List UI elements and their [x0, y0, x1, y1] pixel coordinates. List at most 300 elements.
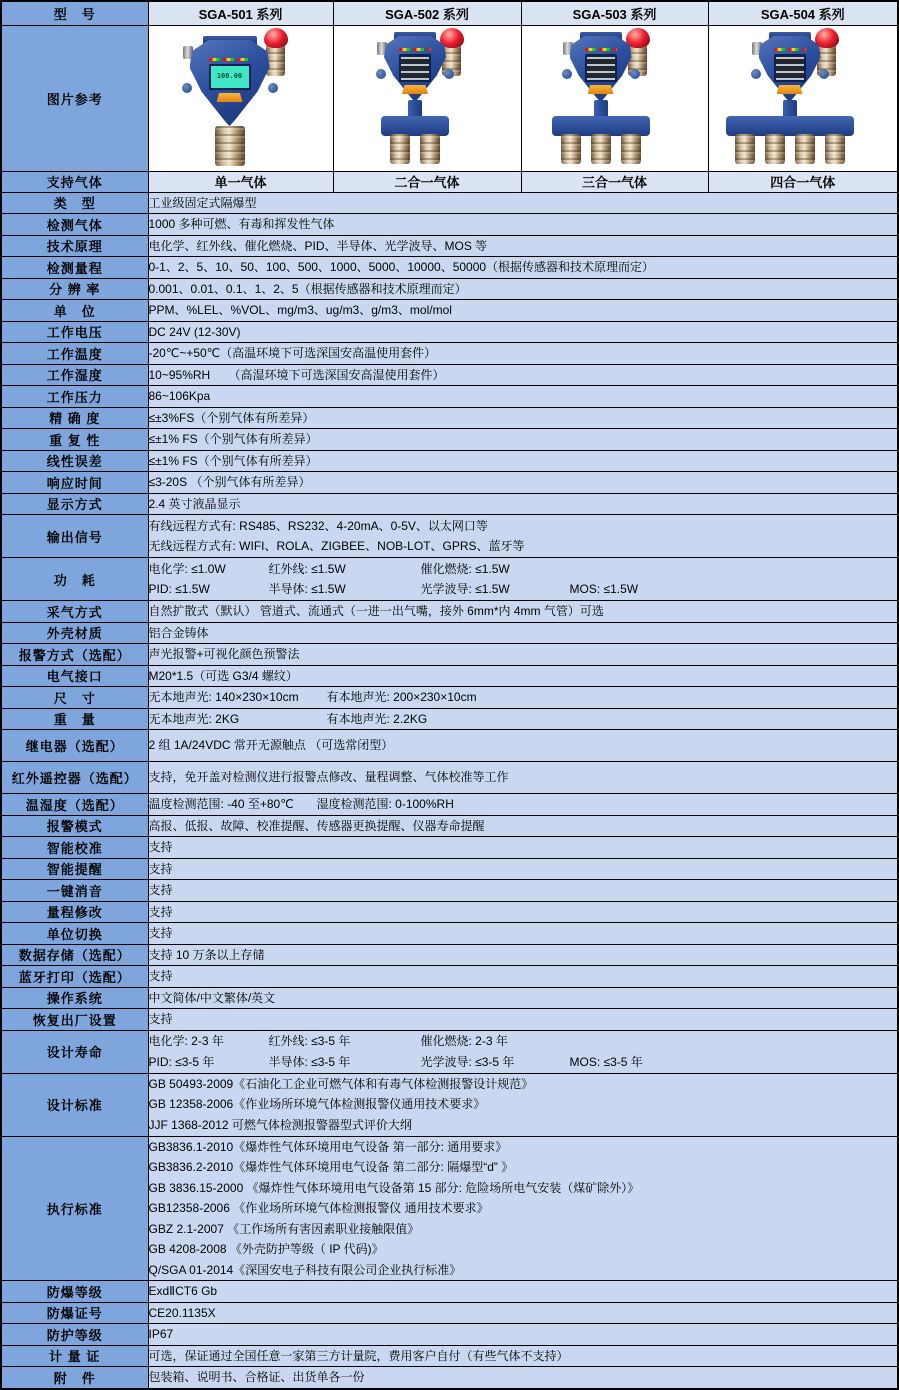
row-label: 报警方式（选配） — [1, 644, 148, 666]
value-segment: GB12358-2006 《作业场所环境气体检测报警仪 通用技术要求》 — [148, 1201, 489, 1215]
value-line — [149, 794, 898, 815]
sensor-probe — [825, 134, 845, 164]
value-segment: 电化学: 2-3 年 — [148, 1034, 224, 1048]
value-segment: 有本地声光: 2.2KG — [326, 711, 428, 726]
row-label: 技术原理 — [1, 235, 148, 257]
value-line — [149, 1219, 898, 1240]
row-value — [148, 386, 898, 408]
value-line — [149, 193, 898, 214]
row-label: 功 耗 — [1, 558, 148, 601]
value-line — [149, 1009, 898, 1030]
spec-row — [1, 386, 898, 408]
spec-row — [1, 966, 898, 988]
value-segment: 工业级固定式隔爆型 — [148, 195, 257, 210]
product-image-cell-sga502 — [333, 25, 521, 171]
row-value — [148, 364, 898, 386]
spec-row — [1, 429, 898, 451]
value-line — [149, 966, 898, 987]
mount-ear-right — [444, 69, 454, 79]
value-segment: MOS: ≤3-5 年 — [569, 1054, 643, 1069]
row-value — [148, 235, 898, 257]
model-row — [1, 1, 898, 25]
value-segment: 铝合金铸体 — [148, 625, 209, 640]
row-label: 工作压力 — [1, 386, 148, 408]
value-line — [149, 1178, 898, 1199]
spec-row — [1, 321, 898, 343]
value-line — [149, 579, 898, 600]
value-line — [149, 666, 898, 687]
sensor-probe — [420, 134, 440, 164]
spec-row — [1, 944, 898, 966]
value-line — [149, 1260, 898, 1281]
value-segment: 支持 — [148, 883, 173, 897]
row-value — [148, 966, 898, 988]
row-value — [148, 1345, 898, 1367]
value-line — [149, 767, 898, 788]
value-segment: 支持 — [148, 861, 173, 876]
value-line — [149, 408, 898, 429]
spec-row — [1, 1136, 898, 1281]
row-value — [148, 429, 898, 451]
row-value — [148, 622, 898, 644]
value-line — [149, 1157, 898, 1178]
spec-row — [1, 858, 898, 880]
row-value — [148, 1302, 898, 1324]
value-segment: 支持 — [148, 1012, 173, 1026]
value-line — [149, 601, 898, 622]
row-label: 报警模式 — [1, 815, 148, 837]
spec-row — [1, 687, 898, 709]
row-value — [148, 300, 898, 322]
row-value — [148, 343, 898, 365]
support-gas-value: 单一气体 — [148, 171, 333, 192]
row-label: 温湿度（选配） — [1, 794, 148, 816]
row-value — [148, 815, 898, 837]
value-segment: 无本地声光: 2KG — [148, 711, 240, 726]
value-segment: ExdⅡCT6 Gb — [148, 1284, 218, 1298]
mount-ear-left — [562, 69, 572, 79]
row-label: 电气接口 — [1, 665, 148, 687]
row-label: 红外遥控器（选配） — [1, 762, 148, 794]
value-segment: 电化学: ≤1.0W — [148, 561, 226, 576]
model-name-sga503: SGA-503 系列 — [521, 1, 708, 25]
spec-row — [1, 987, 898, 1009]
row-value — [148, 472, 898, 494]
row-value — [148, 1073, 898, 1136]
row-value — [148, 837, 898, 859]
value-segment: ≤±1% FS（个别气体有所差异） — [148, 453, 318, 468]
value-segment: -20℃~+50℃（高温环境下可选深国安高温使用套件） — [148, 346, 437, 360]
row-label: 外壳材质 — [1, 622, 148, 644]
row-label: 防护等级 — [1, 1324, 148, 1346]
value-line — [149, 687, 898, 708]
row-label: 附 件 — [1, 1367, 148, 1389]
value-segment: 支持 — [148, 926, 173, 940]
side-fitting — [183, 46, 193, 59]
value-segment: 半导体: ≤3-5 年 — [268, 1054, 351, 1069]
value-line — [149, 880, 898, 901]
sensor-manifold — [726, 116, 854, 136]
spec-row — [1, 762, 898, 794]
value-line — [149, 1346, 898, 1367]
value-segment: 支持 — [148, 840, 173, 854]
value-line — [149, 644, 898, 665]
image-row-label: 图片参考 — [1, 25, 148, 171]
value-line — [149, 494, 898, 515]
value-segment: MOS: ≤1.5W — [569, 582, 639, 596]
value-segment: 电化学、红外线、催化燃烧、PID、半导体、光学波导、MOS 等 — [148, 238, 488, 253]
value-segment: 声光报警+可视化颜色预警法 — [148, 647, 300, 661]
value-segment: 高报、低报、故障、校准提醒、传感器更换提醒、仪器寿命提醒 — [148, 818, 485, 833]
value-segment: 红外线: ≤1.5W — [268, 561, 346, 576]
value-line — [149, 343, 898, 364]
row-label: 精 确 度 — [1, 407, 148, 429]
value-segment: 有线远程方式有: RS485、RS232、4-20mA、0-5V、以太网口等 — [148, 518, 488, 533]
value-segment: 2.4 英寸液晶显示 — [148, 496, 241, 511]
row-label: 计 量 证 — [1, 1345, 148, 1367]
spec-row — [1, 450, 898, 472]
value-line — [149, 236, 898, 257]
value-segment: 支持 10 万条以上存储 — [148, 947, 265, 962]
row-label: 操作系统 — [1, 987, 148, 1009]
value-segment: GB3836.1-2010《爆炸性气体环境用电气设备 第一部分: 通用要求》 — [148, 1139, 508, 1154]
value-segment: PPM、%LEL、%VOL、mg/m3、ug/m3、g/m3、mol/mol — [148, 303, 452, 317]
value-line — [149, 1137, 898, 1158]
value-segment: 2 组 1A/24VDC 常开无源触点 （可选常闭型） — [148, 738, 394, 753]
sensor-probe — [591, 134, 611, 164]
sensor-probe — [561, 134, 581, 164]
value-segment: 支持 — [148, 969, 173, 983]
spec-row — [1, 1009, 898, 1031]
value-line — [149, 859, 898, 880]
value-segment: 光学波导: ≤1.5W — [420, 582, 510, 596]
row-label: 恢复出厂设置 — [1, 1009, 148, 1031]
row-value — [148, 1009, 898, 1031]
spec-row — [1, 644, 898, 666]
spec-row — [1, 558, 898, 601]
support-gas-value: 二合一气体 — [333, 171, 521, 192]
value-segment: GB 50493-2009《石油化工企业可燃气体和有毒气体检测报警设计规范》 — [148, 1076, 534, 1091]
row-label: 设计标准 — [1, 1073, 148, 1136]
value-segment: ≤3-20S （个别气体有所差异） — [148, 475, 311, 489]
gas-detector-image — [529, 28, 701, 168]
row-label: 类 型 — [1, 192, 148, 214]
spec-row — [1, 923, 898, 945]
spec-row — [1, 1030, 898, 1073]
value-line — [149, 902, 898, 923]
value-segment: M20*1.5（可选 G3/4 螺纹） — [148, 668, 298, 683]
row-value — [148, 515, 898, 558]
row-label: 尺 寸 — [1, 687, 148, 709]
value-line — [149, 536, 898, 557]
spec-row — [1, 192, 898, 214]
value-line — [149, 451, 898, 472]
keypad-buttons — [402, 85, 428, 94]
status-leds — [209, 58, 251, 61]
row-value — [148, 987, 898, 1009]
value-segment: PID: ≤1.5W — [148, 582, 210, 596]
sensor-manifold — [552, 116, 650, 136]
row-value — [148, 880, 898, 902]
spec-row — [1, 472, 898, 494]
value-line — [149, 429, 898, 450]
value-segment: 10~95%RH — [148, 367, 211, 382]
spec-row — [1, 601, 898, 623]
screen-reading: 100.00 — [216, 72, 243, 80]
row-label: 数据存储（选配） — [1, 944, 148, 966]
spec-row — [1, 665, 898, 687]
row-value — [148, 407, 898, 429]
keypad-buttons — [588, 85, 614, 94]
row-value — [148, 1324, 898, 1346]
value-line — [149, 279, 898, 300]
value-line — [149, 1303, 898, 1324]
value-segment: CE20.1135X — [148, 1305, 216, 1320]
value-line — [149, 472, 898, 493]
row-label: 输出信号 — [1, 515, 148, 558]
row-value — [148, 601, 898, 623]
value-line — [149, 1115, 898, 1136]
row-value — [148, 762, 898, 794]
value-line — [149, 1031, 898, 1052]
spec-row — [1, 235, 898, 257]
row-value — [148, 1136, 898, 1281]
spec-row — [1, 1367, 898, 1389]
spec-row — [1, 257, 898, 279]
value-line — [149, 816, 898, 837]
value-segment: 86~106Kpa — [148, 389, 211, 403]
keypad-buttons — [777, 85, 803, 94]
model-name-sga504: SGA-504 系列 — [708, 1, 898, 25]
row-label: 显示方式 — [1, 493, 148, 515]
value-line — [149, 735, 898, 756]
value-segment: DC 24V (12-30V) — [148, 324, 241, 339]
value-segment: 温度检测范围: -40 至+80℃ — [148, 797, 294, 811]
row-value — [148, 687, 898, 709]
image-row — [1, 25, 898, 171]
value-line — [149, 300, 898, 321]
value-segment: 中文简体/中文繁体/英文 — [148, 990, 276, 1005]
sensor-probe — [390, 134, 410, 164]
value-line — [149, 365, 898, 386]
alarm-beacon-icon — [264, 28, 288, 48]
value-line — [149, 837, 898, 858]
row-value — [148, 493, 898, 515]
value-segment: 1000 多种可燃、有毒和挥发性气体 — [148, 217, 335, 231]
sensor-probe — [621, 134, 641, 164]
row-label: 执行标准 — [1, 1136, 148, 1281]
row-value — [148, 730, 898, 762]
value-segment: Q/SGA 01-2014《深国安电子科技有限公司企业执行标准》 — [148, 1262, 462, 1277]
row-value — [148, 1281, 898, 1303]
spec-row — [1, 837, 898, 859]
spec-row — [1, 880, 898, 902]
spec-row — [1, 708, 898, 730]
spec-row — [1, 1302, 898, 1324]
row-value — [148, 794, 898, 816]
model-name-sga502: SGA-502 系列 — [333, 1, 521, 25]
value-line — [149, 1052, 898, 1073]
mount-ear-left — [376, 69, 386, 79]
gas-detector-image — [175, 28, 307, 168]
value-line — [149, 257, 898, 278]
mount-ear-right — [268, 83, 278, 93]
value-segment: IP67 — [148, 1327, 174, 1341]
value-segment: PID: ≤3-5 年 — [148, 1054, 215, 1069]
model-row-label: 型 号 — [1, 1, 148, 25]
value-line — [149, 322, 898, 343]
value-segment: 半导体: ≤1.5W — [268, 582, 346, 596]
product-image-cell-sga501 — [148, 25, 333, 171]
gas-detector-image — [351, 28, 503, 168]
row-label: 设计寿命 — [1, 1030, 148, 1073]
spec-row — [1, 214, 898, 236]
row-label: 单 位 — [1, 300, 148, 322]
row-label: 防爆等级 — [1, 1281, 148, 1303]
status-leds — [585, 48, 617, 51]
mount-ear-right — [819, 69, 829, 79]
row-value — [148, 321, 898, 343]
row-value — [148, 1030, 898, 1073]
product-image-cell-sga503 — [521, 25, 708, 171]
value-line — [149, 623, 898, 644]
sensor-probe — [795, 134, 815, 164]
value-line — [149, 1239, 898, 1260]
spec-row — [1, 794, 898, 816]
value-line — [149, 559, 898, 580]
row-value — [148, 944, 898, 966]
row-value — [148, 214, 898, 236]
row-value — [148, 708, 898, 730]
keypad-buttons — [217, 93, 243, 102]
gas-detector-image — [709, 28, 899, 168]
display-screen — [585, 54, 617, 82]
value-segment: GB 4208-2008 《外壳防护等级（ IP 代码)》 — [148, 1242, 384, 1256]
spec-row — [1, 901, 898, 923]
row-label: 工作湿度 — [1, 364, 148, 386]
value-segment: 红外线: ≤3-5 年 — [268, 1034, 351, 1048]
sensor-manifold — [381, 116, 449, 136]
value-line — [149, 516, 898, 537]
row-label: 分 辨 率 — [1, 278, 148, 300]
display-screen — [209, 64, 251, 90]
value-segment: ≤±1% FS（个别气体有所差异） — [148, 432, 318, 446]
spec-row — [1, 815, 898, 837]
row-value — [148, 278, 898, 300]
value-line — [149, 945, 898, 966]
support-gas-label: 支持气体 — [1, 171, 148, 192]
row-label: 工作电压 — [1, 321, 148, 343]
value-segment: 无线远程方式有: WIFI、ROLA、ZIGBEE、NOB-LOT、GPRS、蓝牙等 — [148, 539, 525, 553]
row-label: 响应时间 — [1, 472, 148, 494]
spec-row — [1, 1073, 898, 1136]
row-label: 量程修改 — [1, 901, 148, 923]
value-segment: GB3836.2-2010《爆炸性气体环境用电气设备 第二部分: 隔爆型“d” 》 — [148, 1160, 514, 1174]
value-segment: 支持，免开盖对检测仪进行报警点修改、量程调整、气体校准等工作 — [148, 770, 509, 785]
value-line — [149, 923, 898, 944]
spec-row — [1, 493, 898, 515]
value-segment: 光学波导: ≤3-5 年 — [420, 1054, 515, 1069]
support-gas-value: 三合一气体 — [521, 171, 708, 192]
value-segment: 支持 — [148, 904, 173, 919]
row-label: 蓝牙打印（选配） — [1, 966, 148, 988]
mount-ear-right — [630, 69, 640, 79]
sensor-probe — [765, 134, 785, 164]
spec-row — [1, 300, 898, 322]
status-leds — [399, 48, 431, 51]
value-segment: 催化燃烧: 2-3 年 — [420, 1034, 508, 1048]
value-segment: ≤±3%FS（个别气体有所差异） — [148, 410, 315, 425]
value-line — [149, 1094, 898, 1115]
support-gas-row — [1, 171, 898, 192]
row-value — [148, 923, 898, 945]
row-value — [148, 901, 898, 923]
spec-row — [1, 278, 898, 300]
sensor-probe — [215, 126, 245, 166]
value-segment: 有本地声光: 200×230×10cm — [326, 690, 477, 704]
mount-ear-left — [182, 83, 192, 93]
display-screen — [774, 54, 806, 82]
value-segment: 无本地声光: 140×230×10cm — [148, 690, 299, 704]
value-segment: 包装箱、说明书、合格证、出货单各一份 — [148, 1370, 365, 1384]
row-label: 重 量 — [1, 708, 148, 730]
spec-row — [1, 1345, 898, 1367]
value-segment: GBZ 2.1-2007 《工作场所有害因素职业接触限值》 — [148, 1221, 420, 1236]
spec-row — [1, 364, 898, 386]
value-segment: 0.001、0.01、0.1、1、2、5（根据传感器和技术原理而定） — [148, 281, 467, 296]
row-label: 线性误差 — [1, 450, 148, 472]
row-label: 工作温度 — [1, 343, 148, 365]
value-segment: 可选，保证通过全国任意一家第三方计量院，费用客户自付（有些气体不支持） — [148, 1348, 569, 1363]
spec-row — [1, 730, 898, 762]
row-label: 一键消音 — [1, 880, 148, 902]
row-value — [148, 1367, 898, 1389]
status-leds — [774, 48, 806, 51]
value-segment: GB 12358-2006《作业场所环境气体检测报警仪通用技术要求》 — [148, 1097, 486, 1112]
mount-ear-left — [751, 69, 761, 79]
row-value — [148, 257, 898, 279]
row-label: 单位切换 — [1, 923, 148, 945]
value-line — [149, 988, 898, 1009]
value-segment: 自然扩散式（默认） 管道式、流通式（一进一出气嘴，接外 6mm*内 4mm 气管）可选 — [148, 604, 604, 618]
row-value — [148, 644, 898, 666]
value-line — [149, 214, 898, 235]
value-line — [149, 1324, 898, 1345]
product-image-cell-sga504 — [708, 25, 898, 171]
row-label: 重 复 性 — [1, 429, 148, 451]
value-segment: GB 3836.15-2000 《爆炸性气体环境用电气设备第 15 部分: 危险场所电气安装（煤矿除外）》 — [148, 1180, 640, 1195]
value-segment: 0-1、2、5、10、50、100、500、1000、5000、10000、50000（根据传感器和技术原理而定） — [148, 260, 655, 274]
row-value — [148, 858, 898, 880]
value-segment: 湿度检测范围: 0-100%RH — [316, 797, 454, 811]
value-line — [149, 1074, 898, 1095]
spec-row — [1, 407, 898, 429]
spec-row — [1, 622, 898, 644]
value-segment: JJF 1368-2012 可燃气体检测报警器型式评价大纲 — [148, 1117, 412, 1132]
row-label: 防爆证号 — [1, 1302, 148, 1324]
value-line — [149, 1281, 898, 1302]
support-gas-value: 四合一气体 — [708, 171, 898, 192]
row-value — [148, 558, 898, 601]
row-label: 智能校准 — [1, 837, 148, 859]
spec-row — [1, 1324, 898, 1346]
row-label: 智能提醒 — [1, 858, 148, 880]
row-value — [148, 450, 898, 472]
value-segment: （高湿环境下可选深国安高湿使用套件） — [228, 367, 445, 382]
row-label: 继电器（选配） — [1, 730, 148, 762]
row-label: 检测量程 — [1, 257, 148, 279]
model-name-sga501: SGA-501 系列 — [148, 1, 333, 25]
